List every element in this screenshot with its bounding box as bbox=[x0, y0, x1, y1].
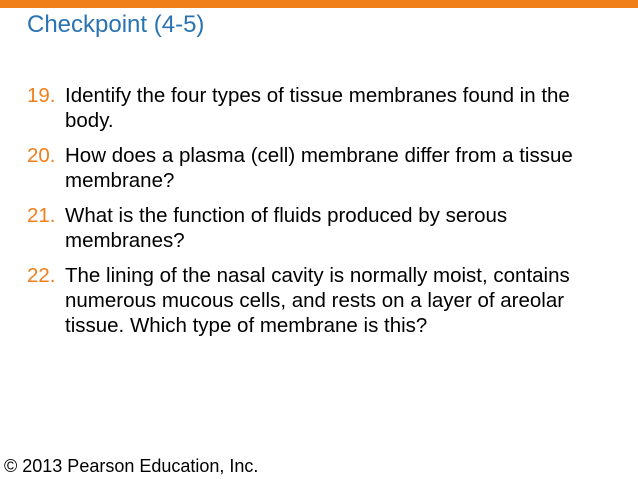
slide-title: Checkpoint (4-5) bbox=[27, 11, 205, 38]
question-number: 21. bbox=[27, 204, 56, 227]
question-text: Identify the four types of tissue membranes found in the body. bbox=[65, 84, 570, 132]
top-accent-bar bbox=[0, 0, 638, 8]
question-item bbox=[27, 83, 617, 133]
question-number: 20. bbox=[27, 144, 56, 167]
question-list bbox=[27, 83, 617, 348]
question-item bbox=[27, 203, 617, 253]
question-text: What is the function of fluids produced by serous membranes? bbox=[65, 204, 508, 252]
question-text: The lining of the nasal cavity is normally moist, contains numerous mucous cells, and rests on a layer of areolar tissue. Which type of membrane is this? bbox=[65, 264, 570, 337]
copyright-notice: © 2013 Pearson Education, Inc. bbox=[4, 456, 259, 476]
question-number: 19. bbox=[27, 84, 56, 107]
question-number: 22. bbox=[27, 264, 56, 287]
question-item bbox=[27, 263, 617, 338]
question-item bbox=[27, 143, 617, 193]
question-text: How does a plasma (cell) membrane differ from a tissue membrane? bbox=[65, 144, 573, 192]
